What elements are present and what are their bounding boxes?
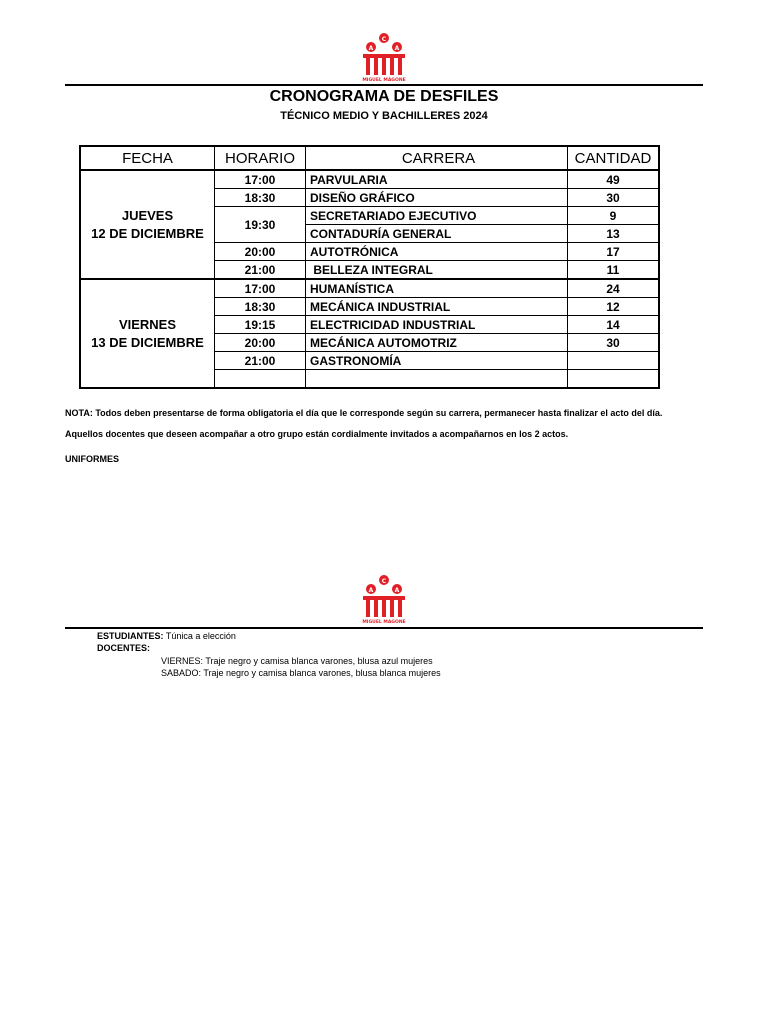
school-logo-footer — [356, 573, 412, 625]
school-logo-icon — [356, 31, 412, 83]
table-row — [80, 279, 659, 298]
cantidad-cell: 12 — [568, 298, 660, 316]
school-logo — [356, 31, 412, 83]
carrera-cell: HUMANÍSTICA — [306, 279, 568, 298]
schedule-table — [79, 145, 660, 389]
cantidad-cell: 11 — [568, 261, 660, 280]
svg-text:A: A — [368, 587, 374, 594]
carrera-cell: CONTADURÍA GENERAL — [306, 225, 568, 243]
carrera-cell: GASTRONOMÍA — [306, 352, 568, 370]
cantidad-cell — [568, 370, 660, 389]
header-horario: HORARIO — [215, 146, 306, 170]
horario-cell: 21:00 — [215, 261, 306, 280]
cantidad-cell: 24 — [568, 279, 660, 298]
svg-text:A: A — [368, 45, 374, 52]
carrera-cell: SECRETARIADO EJECUTIVO — [306, 207, 568, 225]
nota-text: NOTA: Todos deben presentarse de forma obligatoria el día que le corresponde según su carrera, permanecer hasta finalizar el acto del día. — [65, 408, 663, 418]
docentes-label: DOCENTES: — [97, 643, 151, 653]
school-logo-footer-icon — [356, 573, 412, 625]
day2-date: 13 DE DICIEMBRE — [91, 334, 204, 350]
svg-text:MIGUEL MAGONE: MIGUEL MAGONE — [362, 620, 406, 625]
day1-date: 12 DE DICIEMBRE — [91, 225, 204, 241]
page-subtitle: TÉCNICO MEDIO Y BACHILLERES 2024 — [280, 110, 488, 122]
horario-cell: 18:30 — [215, 298, 306, 316]
svg-text:MIGUEL MAGONE: MIGUEL MAGONE — [362, 78, 406, 83]
carrera-cell: ELECTRICIDAD INDUSTRIAL — [306, 316, 568, 334]
horario-cell — [215, 370, 306, 389]
cantidad-cell: 49 — [568, 170, 660, 189]
uniformes-heading: UNIFORMES — [65, 454, 119, 464]
page-title: CRONOGRAMA DE DESFILES — [269, 88, 499, 105]
estudiantes-label: ESTUDIANTES: — [97, 631, 164, 641]
svg-text:C: C — [381, 36, 387, 43]
carrera-cell: DISEÑO GRÁFICO — [306, 189, 568, 207]
estudiantes-line — [97, 631, 236, 641]
svg-text:A: A — [394, 587, 400, 594]
carrera-cell — [306, 370, 568, 389]
cantidad-cell: 9 — [568, 207, 660, 225]
carrera-cell: AUTOTRÓNICA — [306, 243, 568, 261]
carrera-cell: BELLEZA INTEGRAL — [306, 261, 568, 280]
horario-cell: 20:00 — [215, 334, 306, 352]
cantidad-cell — [568, 352, 660, 370]
svg-text:C: C — [381, 578, 387, 585]
horario-cell: 18:30 — [215, 189, 306, 207]
header-cantidad: CANTIDAD — [568, 146, 660, 170]
cantidad-cell: 30 — [568, 334, 660, 352]
table-row — [80, 170, 659, 189]
date-cell-day1 — [80, 170, 215, 279]
docentes-note: Aquellos docentes que deseen acompañar a otro grupo están cordialmente invitados a acompañarnos en los 2 actos. — [65, 429, 569, 439]
horario-cell: 17:00 — [215, 279, 306, 298]
day2-weekday: VIERNES — [118, 316, 177, 332]
carrera-cell: MECÁNICA AUTOMOTRIZ — [306, 334, 568, 352]
svg-text:A: A — [394, 45, 400, 52]
cantidad-cell: 17 — [568, 243, 660, 261]
cantidad-cell: 14 — [568, 316, 660, 334]
cantidad-cell: 30 — [568, 189, 660, 207]
header-carrera: CARRERA — [306, 146, 568, 170]
carrera-cell: PARVULARIA — [306, 170, 568, 189]
footer-rule — [65, 627, 703, 629]
date-cell-day2 — [80, 279, 215, 388]
viernes-uniform: VIERNES: Traje negro y camisa blanca varones, blusa azul mujeres — [161, 656, 433, 666]
header-fecha: FECHA — [80, 146, 215, 170]
horario-cell: 21:00 — [215, 352, 306, 370]
carrera-cell: MECÁNICA INDUSTRIAL — [306, 298, 568, 316]
estudiantes-value: Túnica a elección — [163, 631, 236, 641]
sabado-uniform: SABADO: Traje negro y camisa blanca varones, blusa blanca mujeres — [161, 668, 441, 678]
table-header-row — [80, 146, 659, 170]
horario-cell: 20:00 — [215, 243, 306, 261]
day1-weekday: JUEVES — [121, 207, 174, 223]
horario-cell: 17:00 — [215, 170, 306, 189]
header-rule — [65, 84, 703, 86]
horario-cell: 19:15 — [215, 316, 306, 334]
cantidad-cell: 13 — [568, 225, 660, 243]
horario-cell: 19:30 — [215, 207, 306, 243]
